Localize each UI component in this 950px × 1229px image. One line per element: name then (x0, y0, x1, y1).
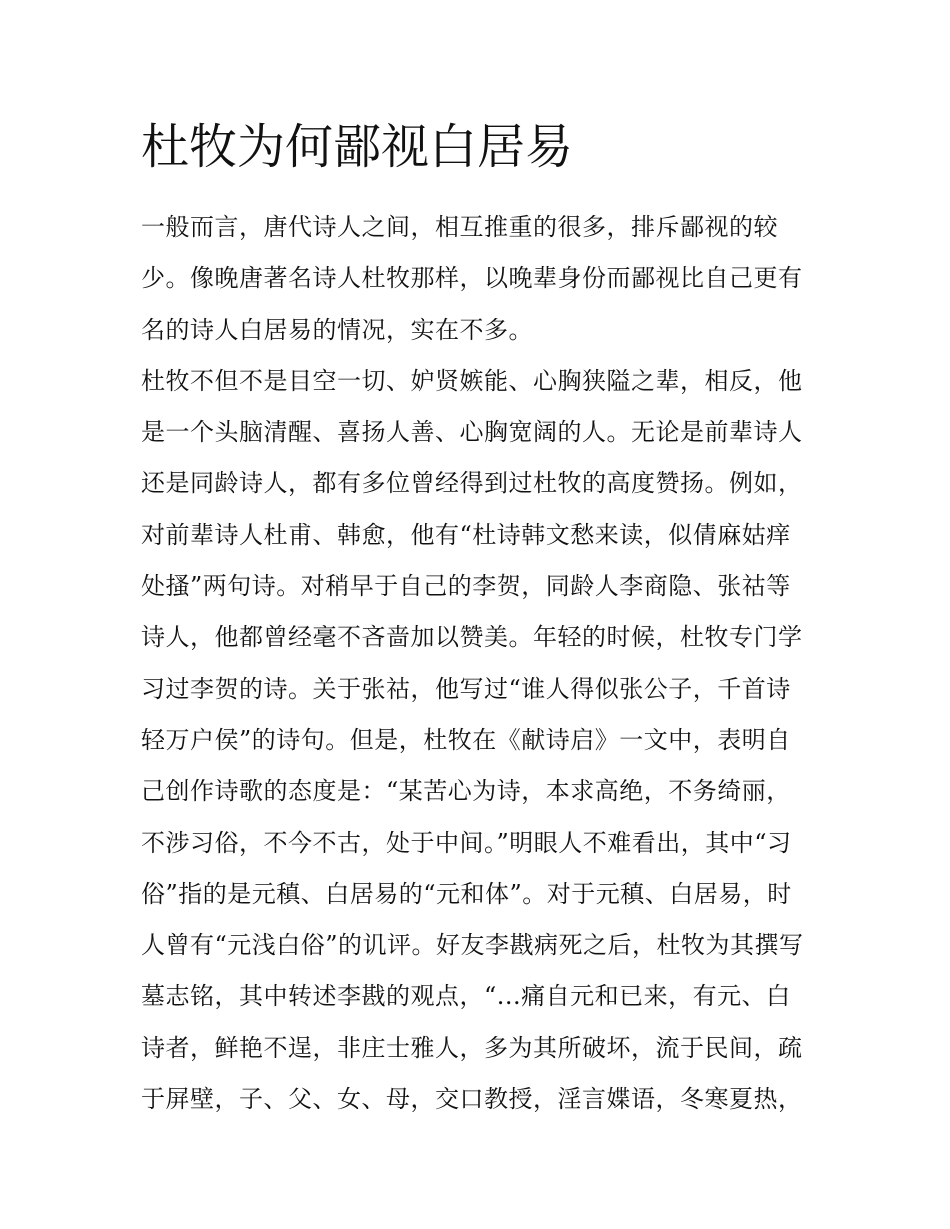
text-line: 还是同龄诗人，都有多位曾经得到过杜牧的高度赞扬。例如， (141, 469, 803, 498)
text-line: 一般而言，唐代诗人之间，相互推重的很多，排斥鄙视的较 (141, 213, 778, 241)
text-line: 少。像晚唐著名诗人杜牧那样，以晚辈身份而鄙视比自己更有 (141, 264, 803, 293)
text-line: 处搔”两句诗。对稍早于自己的李贺，同龄人李商隐、张祜等 (141, 572, 791, 601)
text-line: 墓志铭，其中转述李戡的观点，“...痛自元和已来，有元、白 (141, 982, 791, 1011)
text-line: 己创作诗歌的态度是：“某苦心为诗，本求高绝，不务绮丽， (141, 777, 791, 806)
text-line: 名的诗人白居易的情况，实在不多。 (141, 315, 533, 344)
text-line: 诗人，他都曾经毫不吝啬加以赞美。年轻的时候，杜牧专门学 (141, 623, 803, 652)
text-line: 俗”指的是元稹、白居易的“元和体”。对于元稹、白居易，时 (141, 879, 792, 908)
text-line: 杜牧不但不是目空一切、妒贤嫉能、心胸狭隘之辈，相反，他 (141, 366, 803, 395)
text-line: 是一个头脑清醒、喜扬人善、心胸宽阔的人。无论是前辈诗人 (141, 418, 803, 447)
page-title: 杜牧为何鄙视白居易 (141, 119, 574, 175)
document-page (141, 112, 831, 1125)
text-line: 不涉习俗，不今不古，处于中间。”明眼人不难看出，其中“习 (141, 828, 792, 857)
article-body (141, 202, 831, 1125)
text-line: 轻万户侯”的诗句。但是，杜牧在《献诗启》一文中，表明自 (141, 725, 791, 754)
text-line: 对前辈诗人杜甫、韩愈，他有“杜诗韩文愁来读，似倩麻姑痒 (141, 520, 791, 549)
text-line: 于屏壁，子、父、女、母，交口教授，淫言媟语，冬寒夏热， (141, 1085, 803, 1114)
text-line: 诗者，鲜艳不逞，非庄士雅人，多为其所破坏，流于民间，疏 (141, 1033, 803, 1062)
text-line: 人曾有“元浅白俗”的讥评。好友李戡病死之后，杜牧为其撰写 (141, 931, 804, 960)
text-line: 习过李贺的诗。关于张祜，他写过“谁人得似张公子，千首诗 (141, 674, 791, 703)
